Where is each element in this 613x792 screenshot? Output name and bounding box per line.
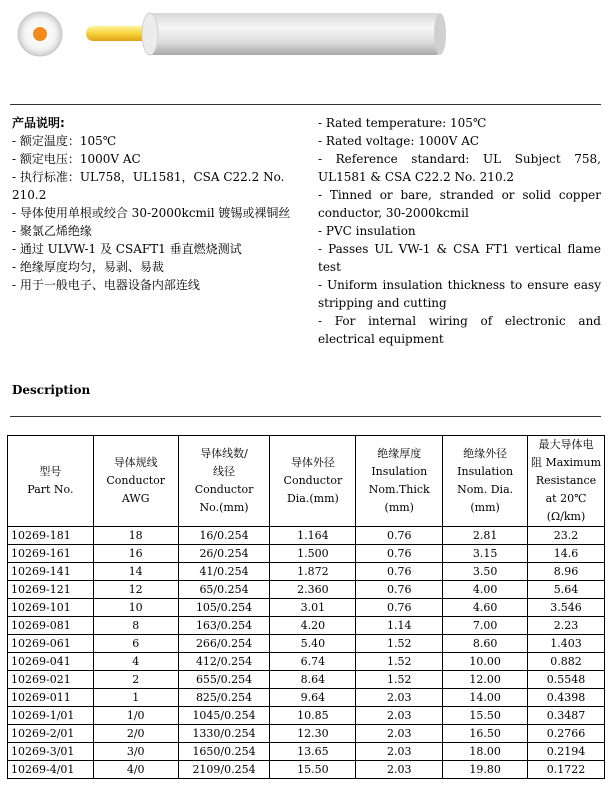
intro-cn-line: - 聚氯乙烯绝缘	[12, 224, 92, 238]
intro-english	[318, 114, 601, 348]
cell-strand: 16/0.254	[178, 527, 270, 545]
cell-insulation-thick: 1.14	[356, 617, 443, 635]
cell-strand: 655/0.254	[178, 671, 270, 689]
cell-part-no: 10269-4/01	[8, 761, 94, 779]
cell-conductor-dia: 10.85	[270, 707, 356, 725]
cell-strand: 412/0.254	[178, 653, 270, 671]
cell-strand: 26/0.254	[178, 545, 270, 563]
cell-insulation-dia: 3.15	[443, 545, 528, 563]
table-row	[8, 545, 605, 563]
table-row	[8, 527, 605, 545]
cell-conductor-dia: 13.65	[270, 743, 356, 761]
cell-insulation-dia: 2.81	[443, 527, 528, 545]
cell-awg: 4	[93, 653, 178, 671]
cell-part-no: 10269-1/01	[8, 707, 94, 725]
cell-conductor-dia: 1.872	[270, 563, 356, 581]
intro-cn-line: - 导体使用单根或绞合 30-2000kcmil 镀锡或裸铜丝	[12, 206, 291, 220]
cell-conductor-dia: 1.500	[270, 545, 356, 563]
intro-cn-line: - 通过 ULVW-1 及 CSAFT1 垂直燃烧测试	[12, 242, 242, 256]
cell-resistance: 0.4398	[528, 689, 605, 707]
intro-en-line: - Rated temperature: 105℃	[318, 116, 487, 130]
cell-insulation-dia: 14.00	[443, 689, 528, 707]
cell-strand: 41/0.254	[178, 563, 270, 581]
cell-resistance: 0.3487	[528, 707, 605, 725]
cell-strand: 266/0.254	[178, 635, 270, 653]
cell-resistance: 8.96	[528, 563, 605, 581]
cell-insulation-dia: 19.80	[443, 761, 528, 779]
cell-insulation-dia: 18.00	[443, 743, 528, 761]
cell-awg: 1/0	[93, 707, 178, 725]
cell-strand: 1650/0.254	[178, 743, 270, 761]
description-divider	[10, 416, 601, 417]
cell-resistance: 1.403	[528, 635, 605, 653]
cell-insulation-thick: 2.03	[356, 725, 443, 743]
cell-resistance: 5.64	[528, 581, 605, 599]
table-row	[8, 617, 605, 635]
cell-part-no: 10269-2/01	[8, 725, 94, 743]
cell-strand: 1045/0.254	[178, 707, 270, 725]
cell-insulation-dia: 8.60	[443, 635, 528, 653]
cell-conductor-dia: 6.74	[270, 653, 356, 671]
table-row	[8, 671, 605, 689]
cell-insulation-thick: 1.52	[356, 653, 443, 671]
cell-insulation-dia: 7.00	[443, 617, 528, 635]
cell-part-no: 10269-181	[8, 527, 94, 545]
cell-awg: 2	[93, 671, 178, 689]
table-row	[8, 761, 605, 779]
table-row	[8, 653, 605, 671]
header-strand	[178, 436, 270, 527]
cell-strand: 1330/0.254	[178, 725, 270, 743]
intro-en-line: - For internal wiring of electronic and electrical equipment	[318, 314, 601, 346]
cell-resistance: 0.2766	[528, 725, 605, 743]
cell-part-no: 10269-041	[8, 653, 94, 671]
intro-en-line: - Uniform insulation thickness to ensure easy stripping and cutting	[318, 278, 601, 310]
cell-part-no: 10269-081	[8, 617, 94, 635]
cell-insulation-dia: 15.50	[443, 707, 528, 725]
cell-awg: 6	[93, 635, 178, 653]
cell-awg: 8	[93, 617, 178, 635]
cell-strand: 65/0.254	[178, 581, 270, 599]
table-row	[8, 563, 605, 581]
cell-conductor-dia: 5.40	[270, 635, 356, 653]
cell-insulation-dia: 4.00	[443, 581, 528, 599]
cell-part-no: 10269-011	[8, 689, 94, 707]
cell-part-no: 10269-161	[8, 545, 94, 563]
cell-awg: 14	[93, 563, 178, 581]
cell-insulation-dia: 16.50	[443, 725, 528, 743]
cell-resistance: 0.882	[528, 653, 605, 671]
cell-insulation-dia: 10.00	[443, 653, 528, 671]
cell-conductor-dia: 2.360	[270, 581, 356, 599]
cell-insulation-dia: 3.50	[443, 563, 528, 581]
top-divider	[10, 104, 601, 105]
intro-en-line: - Reference standard: UL Subject 758, UL1581 & CSA C22.2 No. 210.2	[318, 152, 601, 184]
cell-resistance: 0.5548	[528, 671, 605, 689]
cell-insulation-thick: 0.76	[356, 599, 443, 617]
cell-resistance: 2.23	[528, 617, 605, 635]
cell-insulation-thick: 0.76	[356, 545, 443, 563]
description-title: Description	[12, 383, 91, 397]
cell-insulation-dia: 4.60	[443, 599, 528, 617]
cell-awg: 3/0	[93, 743, 178, 761]
cell-conductor-dia: 4.20	[270, 617, 356, 635]
cell-part-no: 10269-121	[8, 581, 94, 599]
cell-conductor-dia: 12.30	[270, 725, 356, 743]
header-label: 绝缘外径 Insulation Nom. Dia. (mm)	[457, 447, 514, 514]
cell-awg: 10	[93, 599, 178, 617]
cell-awg: 4/0	[93, 761, 178, 779]
intro-chinese	[12, 114, 304, 294]
header-resistance	[528, 436, 605, 527]
cell-part-no: 10269-061	[8, 635, 94, 653]
cell-insulation-thick: 0.76	[356, 581, 443, 599]
table-row	[8, 599, 605, 617]
cell-resistance: 3.546	[528, 599, 605, 617]
spec-table	[7, 435, 605, 779]
header-conductor-dia	[270, 436, 356, 527]
cell-insulation-thick: 2.03	[356, 743, 443, 761]
table-row	[8, 707, 605, 725]
wire-end-view	[18, 12, 62, 56]
header-label: 导体线数/ 线径 Conductor No.(mm)	[194, 447, 254, 514]
cell-strand: 105/0.254	[178, 599, 270, 617]
intro-en-line: - Tinned or bare, stranded or solid copper conductor, 30-2000kcmil	[318, 188, 601, 220]
cell-strand: 825/0.254	[178, 689, 270, 707]
cell-resistance: 0.2194	[528, 743, 605, 761]
table-row	[8, 581, 605, 599]
cell-awg: 16	[93, 545, 178, 563]
table-row	[8, 725, 605, 743]
intro-en-line: - PVC insulation	[318, 224, 416, 238]
table-header-row	[8, 436, 605, 527]
header-awg	[93, 436, 178, 527]
header-label: 导体规线 Conductor AWG	[106, 456, 166, 505]
cell-resistance: 23.2	[528, 527, 605, 545]
cell-conductor-dia: 3.01	[270, 599, 356, 617]
cell-insulation-thick: 1.52	[356, 671, 443, 689]
intro-en-line: - Passes UL VW-1 & CSA FT1 vertical flame test	[318, 242, 601, 274]
cell-strand: 163/0.254	[178, 617, 270, 635]
header-insulation-thick	[356, 436, 443, 527]
table-row	[8, 689, 605, 707]
cell-insulation-thick: 2.03	[356, 761, 443, 779]
table-row	[8, 743, 605, 761]
cell-conductor-dia: 8.64	[270, 671, 356, 689]
cell-conductor-dia: 15.50	[270, 761, 356, 779]
cell-strand: 2109/0.254	[178, 761, 270, 779]
header-part-no	[8, 436, 94, 527]
cell-insulation-thick: 0.76	[356, 527, 443, 545]
cell-conductor-dia: 9.64	[270, 689, 356, 707]
intro-title: 产品说明:	[12, 116, 65, 130]
header-label: 型号 Part No.	[27, 465, 74, 496]
cell-insulation-dia: 12.00	[443, 671, 528, 689]
intro-en-line: - Rated voltage: 1000V AC	[318, 134, 480, 148]
intro-cn-line: - 绝缘厚度均匀，易剥、易裁	[12, 260, 164, 274]
cell-insulation-thick: 2.03	[356, 689, 443, 707]
header-label: 最大导体电 阻 Maximum Resistance at 20℃ (Ω/km)	[531, 438, 602, 523]
cell-resistance: 14.6	[528, 545, 605, 563]
intro-cn-line: - 额定温度：105℃	[12, 134, 117, 148]
intro-cn-line: - 执行标准：UL758，UL1581，CSA C22.2 No. 210.2	[12, 170, 285, 202]
cell-insulation-thick: 1.52	[356, 635, 443, 653]
cell-conductor-dia: 1.164	[270, 527, 356, 545]
cell-insulation-thick: 2.03	[356, 707, 443, 725]
intro-cn-line: - 额定电压：1000V AC	[12, 152, 141, 166]
table-body	[8, 527, 605, 779]
wire-side-view	[86, 13, 446, 55]
cell-awg: 2/0	[93, 725, 178, 743]
cell-awg: 18	[93, 527, 178, 545]
table-row	[8, 635, 605, 653]
cell-awg: 1	[93, 689, 178, 707]
cell-part-no: 10269-101	[8, 599, 94, 617]
intro-cn-line: - 用于一般电子、电器设备内部连线	[12, 278, 200, 292]
cell-part-no: 10269-141	[8, 563, 94, 581]
cell-awg: 12	[93, 581, 178, 599]
cell-resistance: 0.1722	[528, 761, 605, 779]
header-insulation-dia	[443, 436, 528, 527]
cell-insulation-thick: 0.76	[356, 563, 443, 581]
header-label: 导体外径 Conductor Dia.(mm)	[283, 456, 343, 505]
header-label: 绝缘厚度 Insulation Nom.Thick (mm)	[368, 447, 430, 514]
cell-part-no: 10269-3/01	[8, 743, 94, 761]
cell-part-no: 10269-021	[8, 671, 94, 689]
wire-illustration	[0, 0, 613, 70]
